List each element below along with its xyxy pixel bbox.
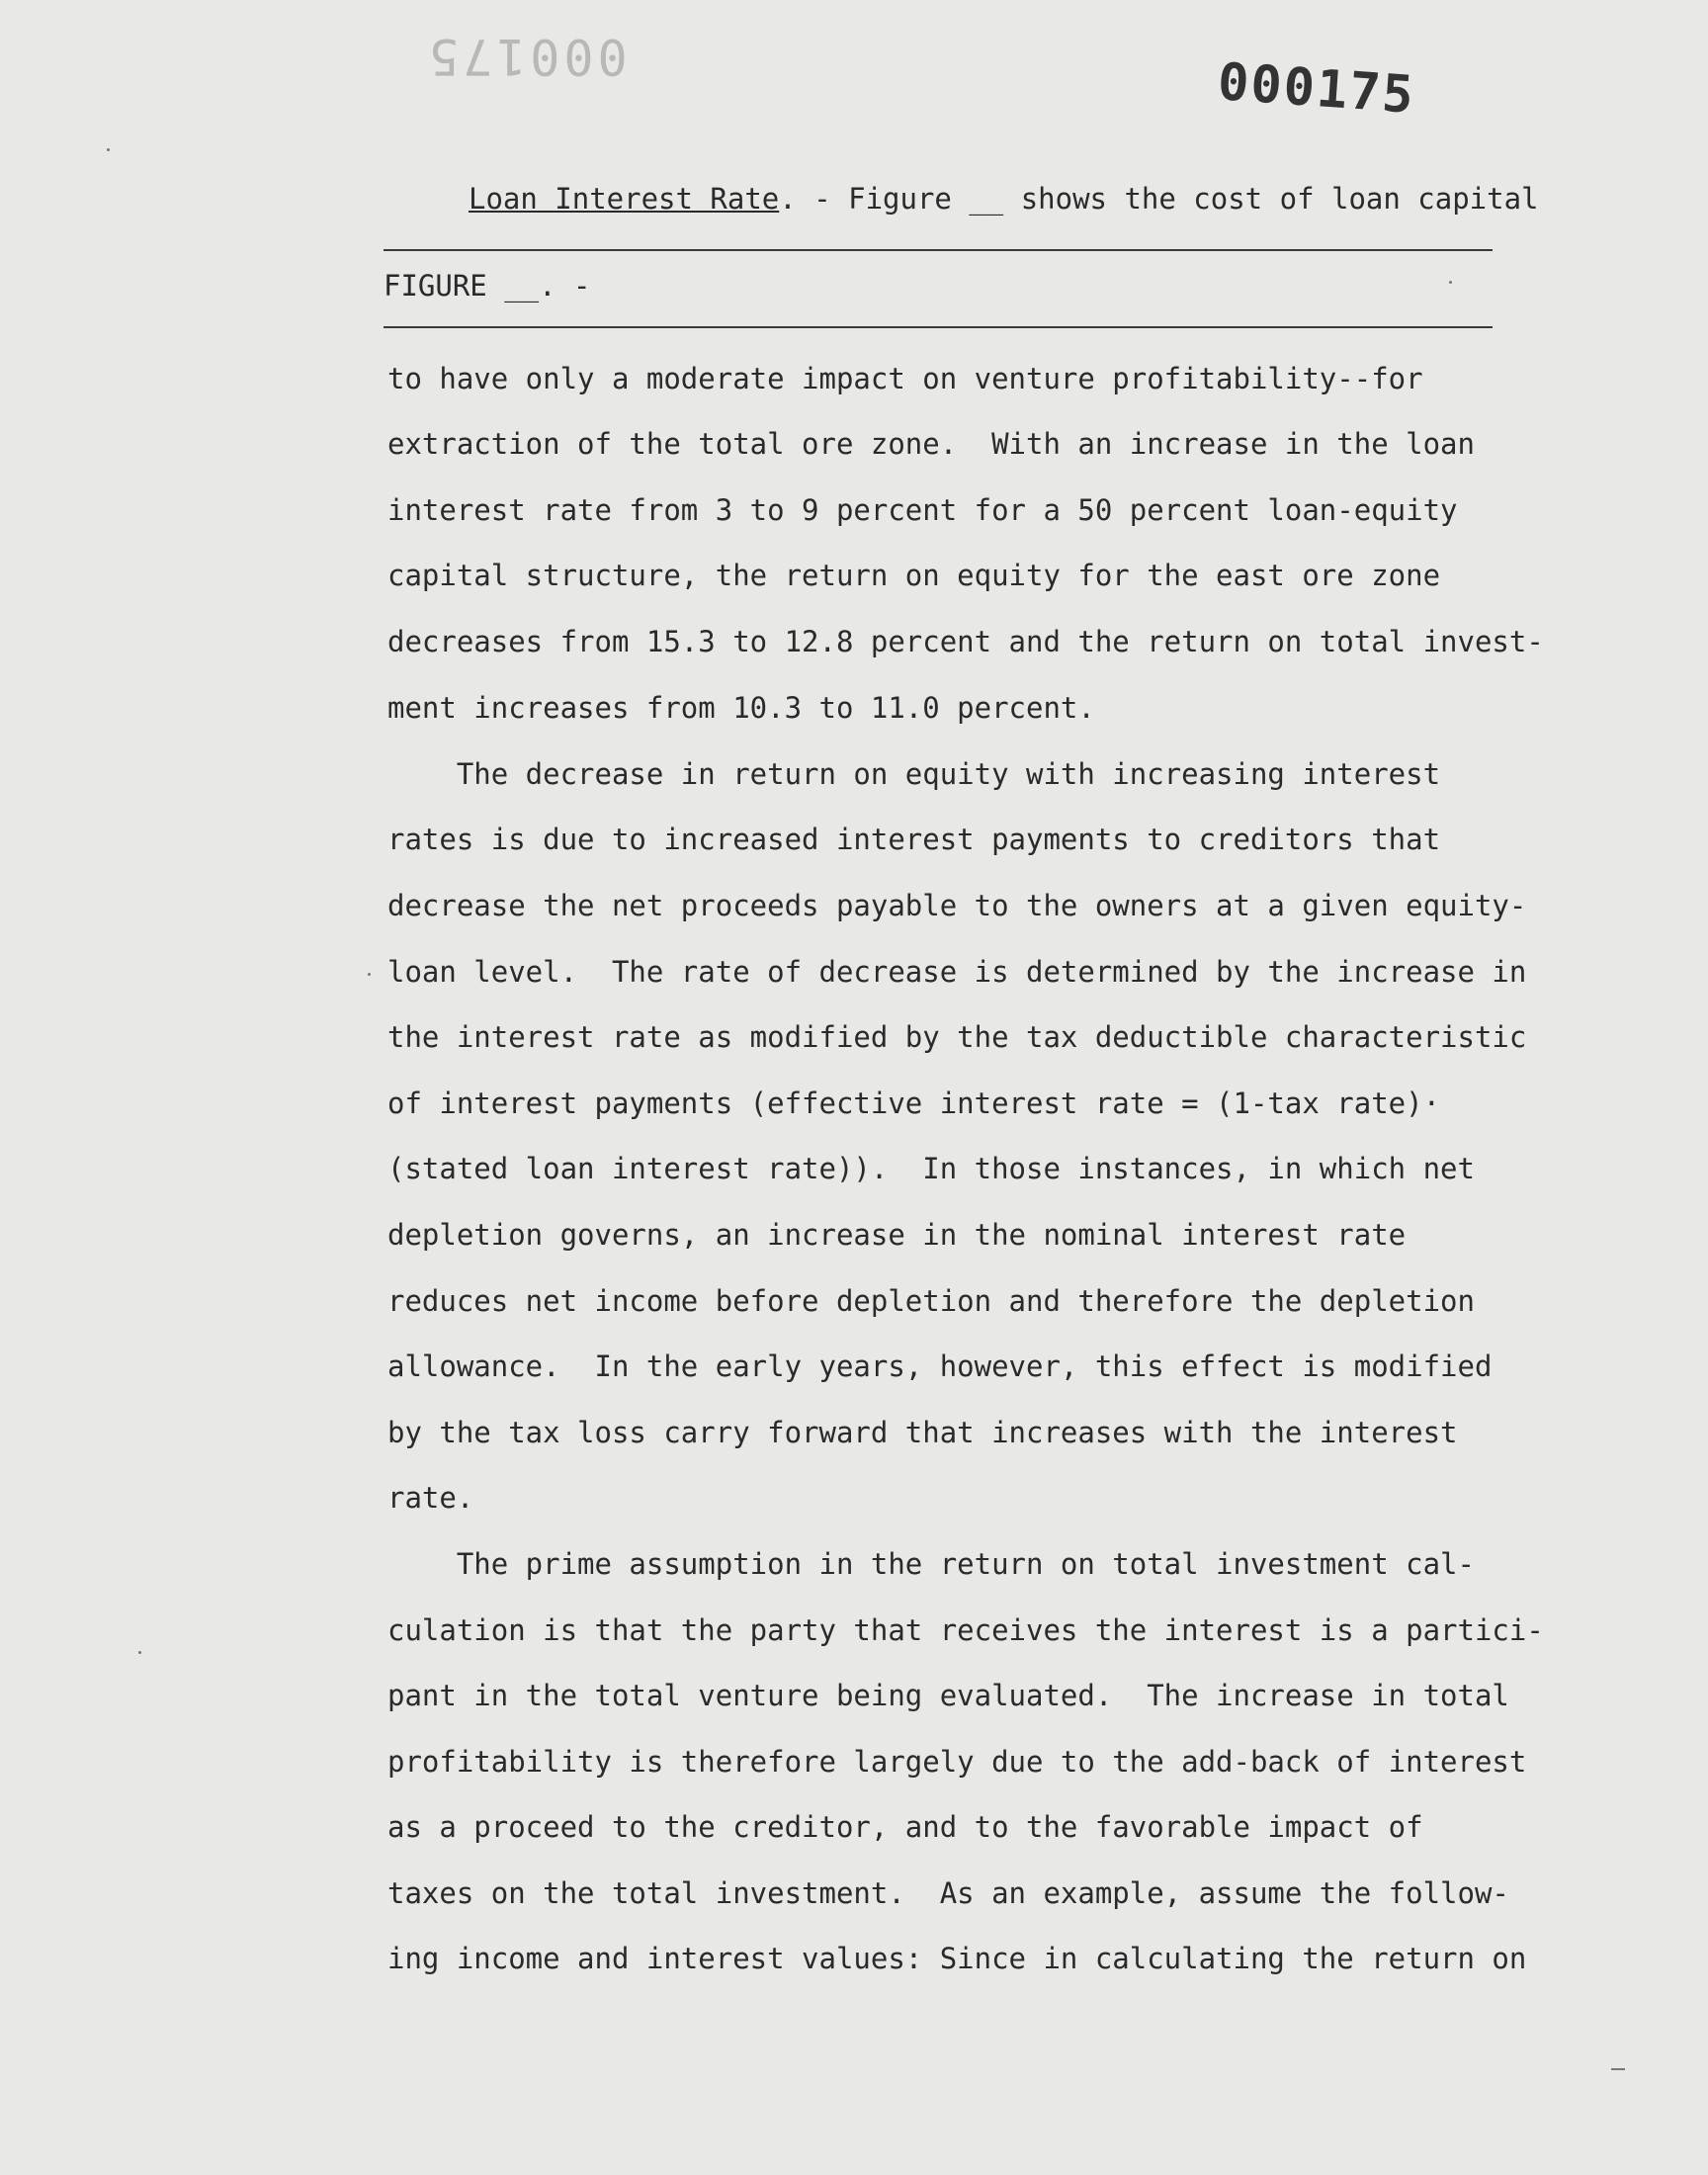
paper-speck	[368, 973, 371, 976]
body-line: decreases from 15.3 to 12.8 percent and the return on total invest-	[387, 625, 1544, 658]
figure-caption: FIGURE __. -	[384, 269, 591, 303]
page-number-stamp: 000175	[1216, 52, 1417, 126]
body-line: The decrease in return on equity with increasing interest	[387, 757, 1441, 791]
body-line: extraction of the total ore zone. With an increase in the loan	[387, 427, 1475, 461]
body-line: The prime assumption in the return on total investment cal-	[387, 1547, 1475, 1581]
body-line: allowance. In the early years, however, this effect is modified	[387, 1349, 1493, 1383]
body-line: culation is that the party that receives the interest is a partici-	[387, 1613, 1544, 1647]
paper-speck	[138, 1651, 141, 1654]
body-line: as a proceed to the creditor, and to the favorable impact of	[387, 1810, 1423, 1844]
body-line: profitability is therefore largely due to the add-back of interest	[387, 1745, 1527, 1779]
body-line: ment increases from 10.3 to 11.0 percent.	[387, 691, 1095, 725]
body-line: pant in the total venture being evaluated. The increase in total	[387, 1679, 1509, 1712]
paper-mark	[1611, 2068, 1625, 2070]
body-line: (stated loan interest rate)). In those instances, in which net	[387, 1152, 1475, 1185]
body-line: capital structure, the return on equity for the east ore zone	[387, 559, 1441, 592]
body-line: to have only a moderate impact on venture profitability--for	[387, 362, 1423, 395]
body-line: depletion governs, an increase in the nominal interest rate	[387, 1218, 1407, 1252]
body-line: rate.	[387, 1481, 474, 1515]
figure-top-rule	[384, 249, 1493, 251]
body-line: the interest rate as modified by the tax deductible characteristic	[387, 1020, 1527, 1054]
faint-page-stamp: 000175	[425, 28, 628, 85]
body-line: ing income and interest values: Since in calculating the return on	[387, 1942, 1527, 1975]
body-line: loan level. The rate of decrease is determined by the increase in	[387, 955, 1527, 989]
body-line: by the tax loss carry forward that increases with the interest	[387, 1416, 1458, 1449]
body-line: reduces net income before depletion and therefore the depletion	[387, 1284, 1475, 1318]
lead-sentence	[469, 182, 1539, 216]
body-line: interest rate from 3 to 9 percent for a 50 percent loan-equity	[387, 493, 1458, 527]
body-line: taxes on the total investment. As an example, assume the follow-	[387, 1876, 1509, 1910]
body-line: decrease the net proceeds payable to the owners at a given equity-	[387, 889, 1527, 922]
paper-speck	[107, 148, 110, 151]
body-line: rates is due to increased interest payments to creditors that	[387, 823, 1441, 856]
section-heading: Loan Interest Rate	[469, 182, 780, 216]
paper-speck	[1449, 281, 1452, 284]
lead-sentence-text: . - Figure __ shows the cost of loan capital	[779, 182, 1539, 216]
body-line: of interest payments (effective interest rate = (1-tax rate)·	[387, 1087, 1441, 1120]
figure-bottom-rule	[384, 326, 1493, 328]
